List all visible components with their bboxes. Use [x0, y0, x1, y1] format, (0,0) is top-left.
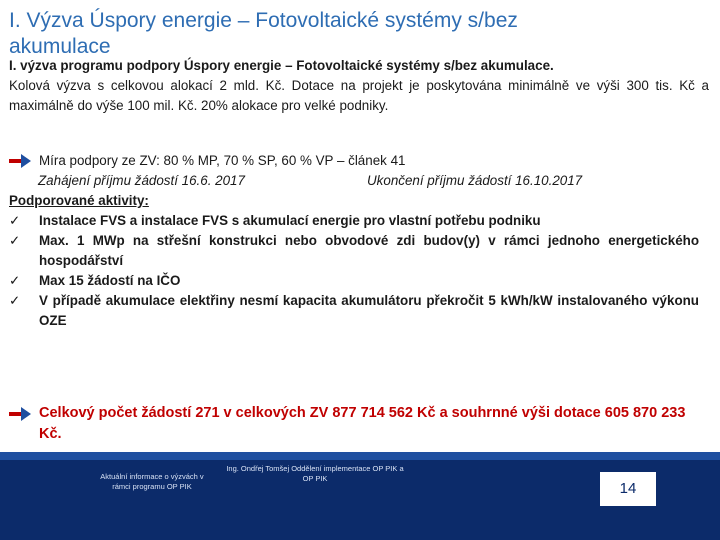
activities-heading: Podporované aktivity: [9, 193, 149, 208]
activity-item: ✓ Instalace FVS a instalace FVS s akumulací energie pro vlastní potřebu podniku [9, 211, 699, 231]
summary-section [9, 403, 699, 445]
check-icon: ✓ [9, 273, 21, 288]
arrow-right-icon [9, 407, 31, 421]
activity-item: ✓ Max. 1 MWp na střešní konstrukci nebo obvodové zdi budov(y) v rámci jednoho energetického hospodářství [9, 233, 699, 268]
intro-body: Kolová výzva s celkovou alokací 2 mld. Kč. Dotace na projekt je poskytována minimálně ve výši 300 tis. Kč a maximálně do výše 100 mil. Kč. 20% alokace pro velké podniky. [9, 78, 709, 113]
start-date: Zahájení příjmu žádostí 16.6. 2017 [38, 173, 245, 188]
check-icon: ✓ [9, 293, 21, 308]
footer-band [0, 452, 720, 460]
arrow-right-icon [9, 154, 31, 168]
check-icon: ✓ [9, 213, 21, 228]
footer [0, 452, 720, 540]
support-rate: Míra podpory ze ZV: 80 % MP, 70 % SP, 60 % VP – článek 41 [39, 153, 406, 168]
support-section [9, 151, 699, 331]
footer-left-text: Aktuální informace o výzvách v rámci programu OP PIK [100, 472, 204, 491]
title-line-1: I. Výzva Úspory energie – Fotovoltaické systémy s/bez [9, 9, 518, 32]
end-date: Ukončení příjmu žádostí 16.10.2017 [367, 173, 583, 188]
intro-bold: I. výzva programu podpory Úspory energie – Fotovoltaické systémy s/bez akumulace. [9, 58, 554, 73]
page-number: 14 [600, 472, 656, 506]
footer-presenter: Ing. Ondřej Tomšej Oddělení implementace OP PIK a OP PIK [226, 464, 404, 483]
activity-item: ✓ V případě akumulace elektřiny nesmí kapacita akumulátoru překročit 5 kWh/kW instalovaného výkonu OZE [9, 293, 699, 328]
activity-item: ✓ Max 15 žádostí na IČO [9, 271, 699, 291]
check-icon: ✓ [9, 233, 21, 248]
summary-text: Celkový počet žádostí 271 v celkových ZV 877 714 562 Kč a souhrnné výši dotace 605 870 233 Kč. [39, 405, 686, 442]
title-line-2: akumulace [9, 35, 111, 58]
activities-list [9, 211, 699, 331]
slide-title [9, 8, 709, 34]
intro-text [9, 56, 709, 116]
